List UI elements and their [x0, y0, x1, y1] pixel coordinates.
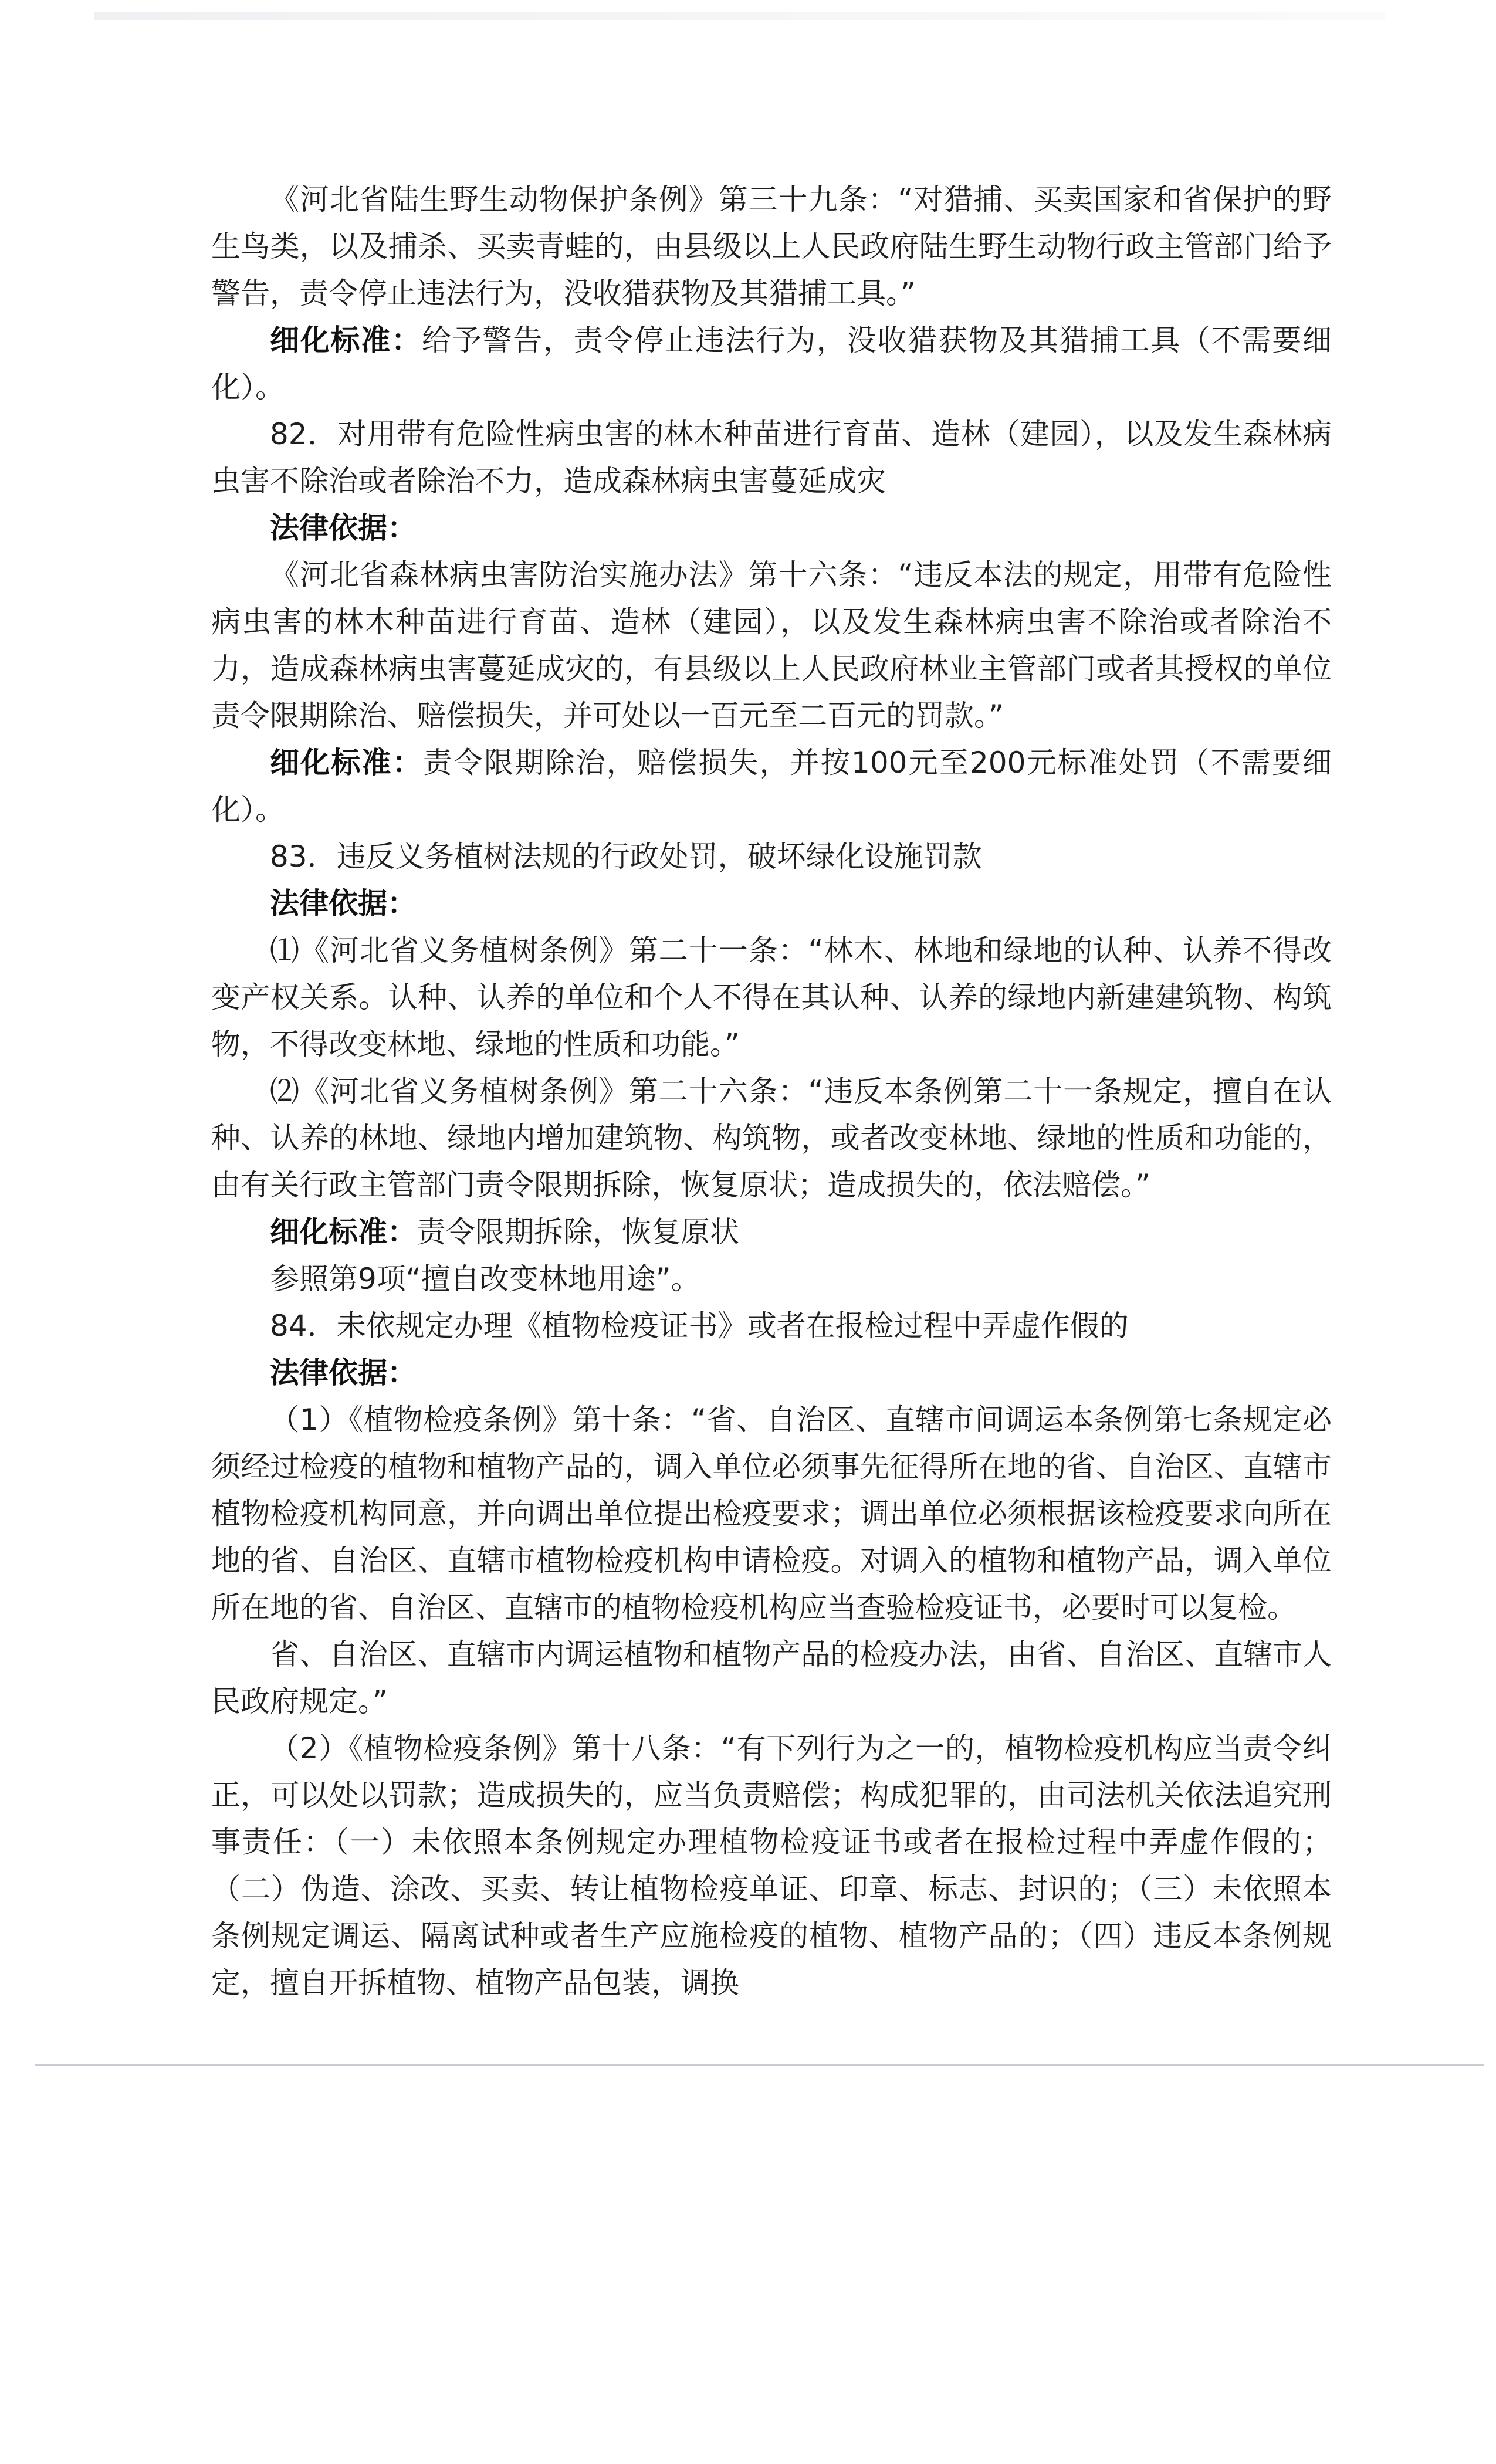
- document-body: [211, 176, 1332, 2006]
- paragraph-tree-planting-article-21: [211, 927, 1332, 1068]
- paragraph-text: ⑴《河北省义务植树条例》第二十一条：“林木、林地和绿地的认种、认养不得改变产权关系。认种、认养的单位和个人不得在其认种、认养的绿地内新建建筑物、构筑物，不得改变林地、绿地的性质和功能。”: [211, 933, 1332, 1061]
- legal-basis-heading: [211, 1349, 1332, 1396]
- standard-label: 细化标准：: [270, 746, 423, 780]
- paragraph-text: （1）《植物检疫条例》第十条：“省、自治区、直辖市间调运本条例第七条规定必须经过检疫的植物和植物产品的，调入单位必须事先征得所在地的省、自治区、直辖市植物检疫机构同意，并向调出单位提出检疫要求；调出单位必须根据该检疫要求向所在地的省、自治区、直辖市植物检疫机构申请检疫。对调入的植物和植物产品，调入单位所在地的省、自治区、直辖市的植物检疫机构应当查验检疫证书，必要时可以复检。: [211, 1403, 1332, 1624]
- paragraph-text: 82．对用带有危险性病虫害的林木种苗进行育苗、造林（建园），以及发生森林病虫害不除治或者除治不力，造成森林病虫害蔓延成灾: [211, 417, 1332, 498]
- legal-basis-label: 法律依据：: [270, 511, 417, 545]
- paragraph-text: 84．未依规定办理《植物检疫证书》或者在报检过程中弄虚作假的: [270, 1309, 1129, 1343]
- paragraph-text: 责令限期拆除，恢复原状: [417, 1215, 739, 1249]
- legal-basis-label: 法律依据：: [270, 886, 417, 920]
- page-bottom-edge: [35, 2064, 1484, 2066]
- scan-artifact: [94, 12, 1385, 20]
- paragraph-text: 省、自治区、直辖市内调运植物和植物产品的检疫办法，由省、自治区、直辖市人民政府规定。”: [211, 1637, 1332, 1718]
- paragraph-text: （2）《植物检疫条例》第十八条：“有下列行为之一的，植物检疫机构应当责令纠正，可以处以罚款；造成损失的，应当负责赔偿；构成犯罪的，由司法机关依法追究刑事责任：（一）未依照本条例规定办理植物检疫证书或者在报检过程中弄虚作假的；（二）伪造、涂改、买卖、转让植物检疫单证、印章、标志、封识的；（三）未依照本条例规定调运、隔离试种或者生产应施检疫的植物、植物产品的；（四）违反本条例规定，擅自开拆植物、植物产品包装，调换: [211, 1731, 1332, 2000]
- paragraph-text: 给予警告，责令停止违法行为，没收猎获物及其猎捕工具（不需要细化）。: [211, 323, 1332, 404]
- legal-basis-heading: [211, 880, 1332, 927]
- standard-label: 细化标准：: [270, 1215, 417, 1249]
- paragraph-standard-remediation: [211, 739, 1332, 833]
- paragraph-text: 参照第9项“擅自改变林地用途”。: [270, 1262, 700, 1296]
- paragraph-hebei-wildlife-article-39: [211, 176, 1332, 317]
- item-83-heading: [211, 833, 1332, 880]
- legal-basis-heading: [211, 505, 1332, 551]
- paragraph-forest-pest-article-16: [211, 551, 1332, 739]
- paragraph-plant-quarantine-article-10: [211, 1396, 1332, 1631]
- paragraph-tree-planting-article-26: [211, 1068, 1332, 1209]
- paragraph-plant-quarantine-article-18: [211, 1725, 1332, 2006]
- paragraph-standard-demolition: [211, 1209, 1332, 1255]
- paragraph-text: 《河北省森林病虫害防治实施办法》第十六条：“违反本法的规定，用带有危险性病虫害的林木种苗进行育苗、造林（建园），以及发生森林病虫害不除治或者除治不力，造成森林病虫害蔓延成灾的，有县级以上人民政府林业主管部门或者其授权的单位责令限期除治、赔偿损失，并可处以一百元至二百元的罚款。”: [211, 558, 1332, 733]
- item-82-heading: [211, 411, 1332, 505]
- legal-basis-label: 法律依据：: [270, 1356, 417, 1390]
- paragraph-text: ⑵《河北省义务植树条例》第二十六条：“违反本条例第二十一条规定，擅自在认种、认养的林地、绿地内增加建筑物、构筑物，或者改变林地、绿地的性质和功能的，由有关行政主管部门责令限期拆除，恢复原状；造成损失的，依法赔偿。”: [211, 1074, 1332, 1202]
- paragraph-standard-warning: [211, 317, 1332, 411]
- item-84-heading: [211, 1302, 1332, 1349]
- paragraph-reference-item-9: [211, 1255, 1332, 1302]
- standard-label: 细化标准：: [270, 323, 422, 357]
- paragraph-text: 责令限期除治，赔偿损失，并按100元至200元标准处罚（不需要细化）。: [211, 746, 1332, 827]
- paragraph-text: 83．违反义务植树法规的行政处罚，破坏绿化设施罚款: [270, 840, 982, 874]
- paragraph-plant-quarantine-provincial: [211, 1631, 1332, 1725]
- paragraph-text: 《河北省陆生野生动物保护条例》第三十九条：“对猎捕、买卖国家和省保护的野生鸟类，以及捕杀、买卖青蛙的，由县级以上人民政府陆生野生动物行政主管部门给予警告，责令停止违法行为，没收猎获物及其猎捕工具。”: [211, 182, 1332, 310]
